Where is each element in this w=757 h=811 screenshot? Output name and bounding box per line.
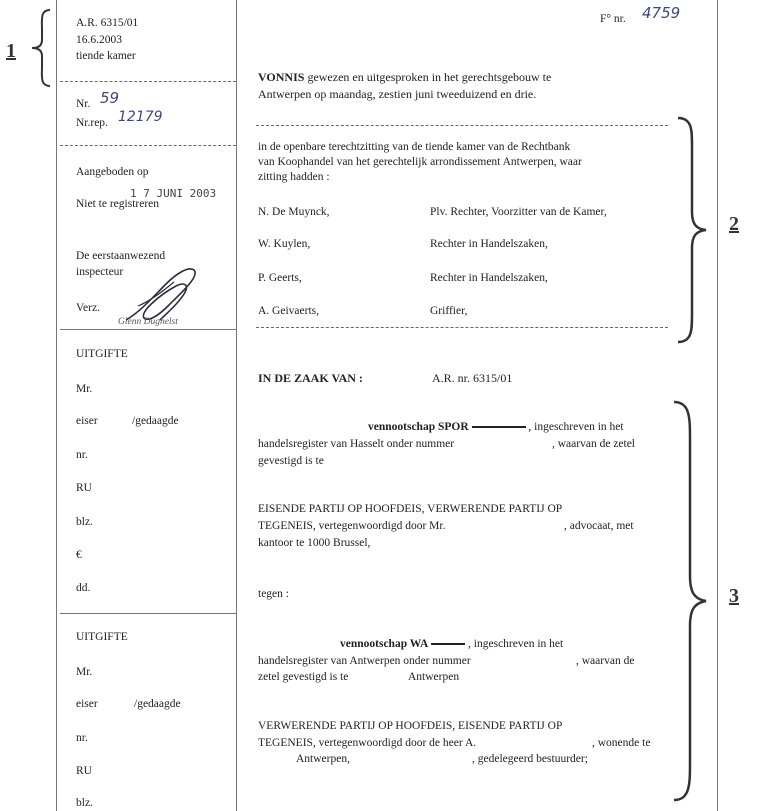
party2-line-3b: Antwerpen [408,671,460,683]
left-brace-icon [28,8,54,88]
gedaagde-label: /gedaagde [132,415,179,427]
right-page-edge [717,0,718,811]
verwerende-line-2a: TEGENEIS, vertegenwoordigd door de heer A. [258,737,477,749]
verwerende-line-1: VERWERENDE PARTIJ OP HOOFDEIS, EISENDE PARTIJ OP [258,720,563,732]
folio-value: 4759 [642,4,681,22]
nrrep-label: Nr.rep. [76,117,108,129]
judge-name: W. Kuylen, [258,238,311,250]
redaction-bar [472,426,526,428]
eiser-label: eiser [76,698,98,710]
nr-field-label: nr. [76,732,88,744]
judge-role: Plv. Rechter, Voorzitter van de Kamer, [430,206,607,218]
section-marker-2: 2 [729,213,739,235]
right-brace-icon [674,116,710,344]
section-marker-1: 1 [6,40,16,62]
nr-field-label: nr. [76,449,88,461]
left-separator [60,145,236,146]
nr-label: Nr. [76,98,91,110]
zitting-line-3: zitting hadden : [258,171,330,183]
body-separator [256,327,668,328]
judge-role: Rechter in Handelszaken, [430,238,548,250]
party1-after: , ingeschreven in het [528,421,624,433]
nrrep-value: 12179 [118,109,163,125]
zaak-label: IN DE ZAAK VAN : [258,371,363,385]
eisende-line-2a: TEGENEIS, vertegenwoordigd door Mr. [258,520,446,532]
party1-company: vennootschap SPOR [368,421,469,433]
left-separator [60,613,236,614]
signature-name: Glenn Dughelst [118,317,178,327]
ru-label: RU [76,765,92,777]
vonnis-line-2: Antwerpen op maandag, zestien juni tweeduizend en drie. [258,87,537,101]
judge-role: Griffier, [430,305,468,317]
zitting-line-1: in de openbare terechtzitting van de tiende kamer van de Rechtbank [258,141,571,153]
blz-label: blz. [76,797,93,809]
party1-line-2b: , waarvan de zetel [552,438,636,450]
chamber: tiende kamer [76,50,136,62]
zaak-number: A.R. nr. 6315/01 [432,371,513,385]
tegen-label: tegen : [258,588,289,600]
inspecteur-line-2: inspecteur [76,266,124,278]
right-brace-icon [670,400,710,802]
left-separator [60,329,236,330]
aangeboden-label: Aangeboden op [76,166,149,178]
mr-label: Mr. [76,383,93,395]
judge-name: N. De Muynck, [258,206,330,218]
eisende-line-2b: , advocaat, met [564,520,634,532]
party2-line-2b: , waarvan de [576,655,635,667]
judge-role: Rechter in Handelszaken, [430,272,548,284]
redaction-bar [431,643,465,645]
case-number: A.R. 6315/01 [76,17,139,29]
ru-label: RU [76,482,92,494]
verz-label: Verz. [76,302,100,314]
case-date: 16.6.2003 [76,34,122,46]
zitting-line-2: van Koophandel van het gerechtelijk arrondissement Antwerpen, waar [258,156,582,168]
party1-line-3: gevestigd is te [258,455,324,467]
eiser-label: eiser [76,415,98,427]
gedaagde-label: /gedaagde [134,698,181,710]
party2-line-3a: zetel gevestigd is te [258,671,349,683]
verwerende-line-3a: Antwerpen, [296,753,350,765]
folio-label: F° nr. [600,13,626,25]
blz-label: blz. [76,516,93,528]
vonnis-title: VONNIS [258,70,305,84]
vonnis-text: gewezen en uitgesproken in het gerechtsgebouw te [304,70,552,84]
section-marker-3: 3 [729,585,739,607]
mr-label: Mr. [76,666,93,678]
party2-after: , ingeschreven in het [468,638,564,650]
inspecteur-line-1: De eerstaanwezend [76,250,166,262]
body-separator [256,125,668,126]
left-separator [60,81,236,82]
uitgifte-title: UITGIFTE [76,631,128,643]
column-divider [236,0,237,811]
judge-name: A. Geivaerts, [258,305,319,317]
verwerende-line-2b: , wonende te [592,737,651,749]
party2-line-1 [340,637,563,651]
party2-company: vennootschap WA [340,638,429,650]
date-stamp: 1 7 JUNI 2003 [130,187,217,200]
verwerende-line-3b: , gedelegeerd bestuurder; [472,753,588,765]
euro-label: € [76,549,82,561]
dd-label: dd. [76,582,91,594]
party1-line-2a: handelsregister van Hasselt onder nummer [258,438,455,450]
left-page-edge [56,0,57,811]
vonnis-line-1 [258,70,551,84]
uitgifte-title: UITGIFTE [76,348,128,360]
eisende-line-1: EISENDE PARTIJ OP HOOFDEIS, VERWERENDE PARTIJ OP [258,503,563,515]
nr-value: 59 [100,89,120,107]
niet-registreren: Niet te registreren [76,198,160,210]
eisende-line-3: kantoor te 1000 Brussel, [258,537,371,549]
judge-name: P. Geerts, [258,272,302,284]
party1-line-1 [368,420,624,434]
party2-line-2a: handelsregister van Antwerpen onder nummer [258,655,471,667]
